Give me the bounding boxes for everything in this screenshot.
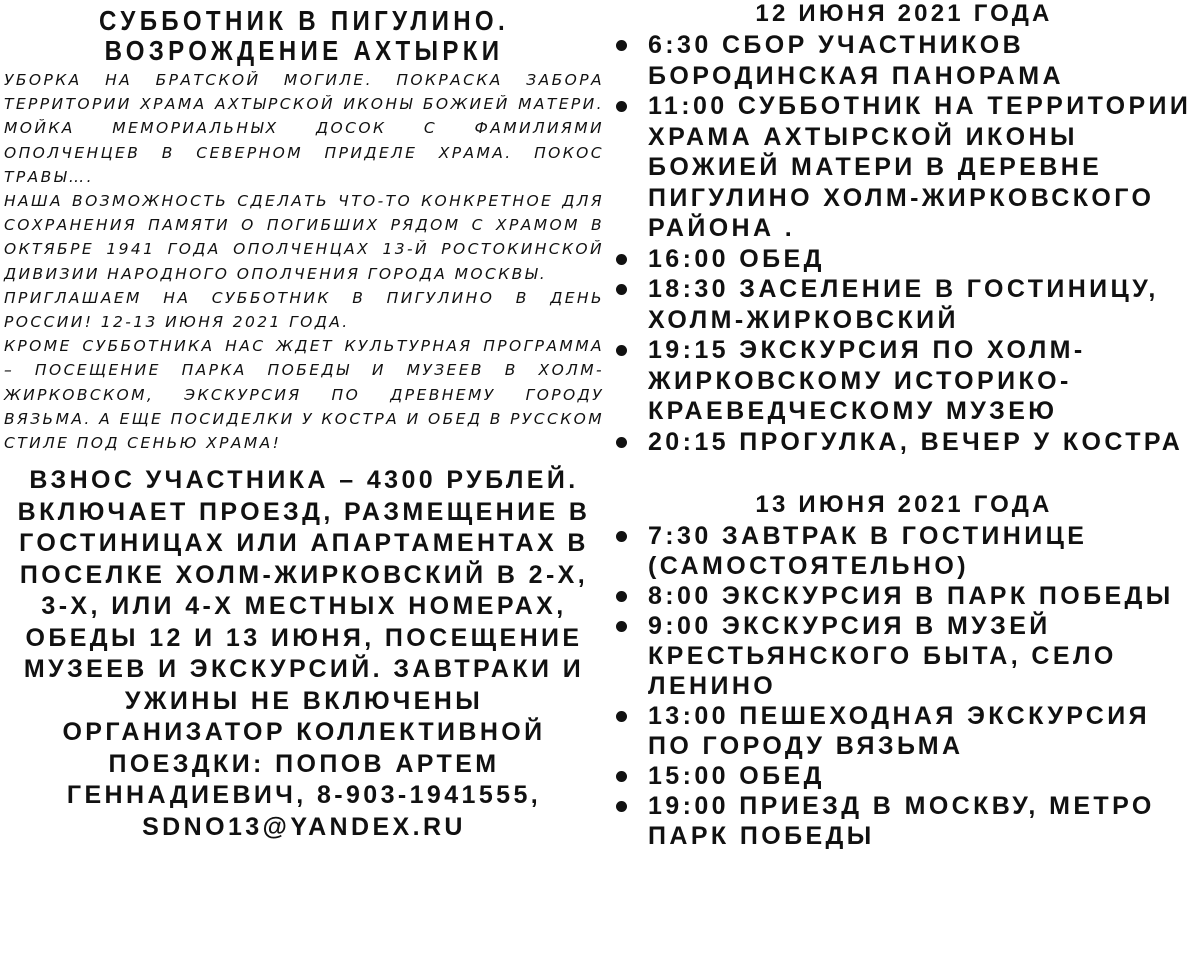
bullet-icon <box>616 801 627 812</box>
schedule-item <box>612 611 1196 701</box>
bullet-icon <box>616 621 627 632</box>
schedule-item-text: 7:30 ЗАВТРАК В ГОСТИНИЦЕ (САМОСТОЯТЕЛЬНО) <box>648 522 1088 580</box>
schedule-item-text: 20:15 ПРОГУЛКА, ВЕЧЕР У КОСТРА <box>648 427 1184 456</box>
left-column <box>4 0 604 843</box>
bullet-icon <box>616 591 627 602</box>
fee-block <box>4 465 604 843</box>
day2-schedule <box>612 521 1196 851</box>
bullet-icon <box>616 711 627 722</box>
schedule-column <box>612 0 1196 851</box>
schedule-item-text: 15:00 ОБЕД <box>648 762 825 790</box>
schedule-item-text: 8:00 ЭКСКУРСИЯ В ПАРК ПОБЕДЫ <box>648 582 1174 610</box>
schedule-item-text: 6:30 СБОР УЧАСТНИКОВ БОРОДИНСКАЯ ПАНОРАМА <box>648 31 1064 90</box>
bullet-icon <box>616 771 627 782</box>
bullet-icon <box>616 437 627 448</box>
schedule-item <box>612 274 1196 335</box>
schedule-item <box>612 244 1196 275</box>
organizer-text: ОРГАНИЗАТОР КОЛЛЕКТИВНОЙ ПОЕЗДКИ: ПОПОВ АРТЕМ ГЕННАДИЕВИЧ, 8-903-1941555, SDNO13@YANDEX.RU <box>62 718 546 841</box>
description <box>4 68 604 455</box>
day1-date: 12 ИЮНЯ 2021 ГОДА <box>755 0 1053 27</box>
description-paragraph: УБОРКА НА БРАТСКОЙ МОГИЛЕ. ПОКРАСКА ЗАБОРА ТЕРРИТОРИИ ХРАМА АХТЫРСКОЙ ИКОНЫ БОЖИЕЙ МАТЕРИ. МОЙКА МЕМОРИАЛЬНЫХ ДОСОК С ФАМИЛИЯМИ ОПОЛЧЕНЦЕВ В СЕВЕРНОМ ПРИДЕЛЕ ХРАМА. ПОКОС ТРАВЫ…. <box>4 71 604 186</box>
title-line: ВОЗРОЖДЕНИЕ АХТЫРКИ <box>104 35 504 66</box>
description-paragraph: ПРИГЛАШАЕМ НА СУББОТНИК В ПИГУЛИНО В ДЕНЬ РОССИИ! 12-13 ИЮНЯ 2021 ГОДА. <box>4 288 604 332</box>
schedule-item <box>612 701 1196 761</box>
bullet-icon <box>616 101 627 112</box>
description-paragraph: НАША ВОЗМОЖНОСТЬ СДЕЛАТЬ ЧТО-ТО КОНКРЕТНОЕ ДЛЯ СОХРАНЕНИЯ ПАМЯТИ О ПОГИБШИХ РЯДОМ С ХРАМОМ В ОКТЯБРЕ 1941 ГОДА ОПОЛЧЕНЦАХ 13-Й РОСТОКИНСКОЙ ДИВИЗИИ НАРОДНОГО ОПОЛЧЕНИЯ ГОРОДА МОСКВЫ. <box>4 192 604 283</box>
schedule-item <box>612 581 1196 611</box>
bullet-icon <box>616 284 627 295</box>
title-line: СУББОТНИК В ПИГУЛИНО. <box>99 5 509 36</box>
schedule-item <box>612 427 1196 458</box>
description-paragraph: КРОМЕ СУББОТНИКА НАС ЖДЕТ КУЛЬТУРНАЯ ПРОГРАММА – ПОСЕЩЕНИЕ ПАРКА ПОБЕДЫ И МУЗЕЕВ В ХОЛМ-ЖИРКОВСКОМ, ЭКСКУРСИЯ ПО ДРЕВНЕМУ ГОРОДУ ВЯЗЬМА. А ЕЩЕ ПОСИДЕЛКИ У КОСТРА И ОБЕД В РУССКОМ СТИЛЕ ПОД СЕНЬЮ ХРАМА! <box>4 337 604 453</box>
schedule-item-text: 19:00 ПРИЕЗД В МОСКВУ, МЕТРО ПАРК ПОБЕДЫ <box>648 792 1155 850</box>
schedule-item-text: 13:00 ПЕШЕХОДНАЯ ЭКСКУРСИЯ ПО ГОРОДУ ВЯЗЬМА <box>648 702 1150 760</box>
page-title <box>46 6 562 66</box>
schedule-item <box>612 521 1196 581</box>
schedule-item-text: 18:30 ЗАСЕЛЕНИЕ В ГОСТИНИЦУ, ХОЛМ-ЖИРКОВСКИЙ <box>648 275 1159 334</box>
schedule-item <box>612 791 1196 851</box>
schedule-item-text: 11:00 СУББОТНИК НА ТЕРРИТОРИИ ХРАМА АХТЫРСКОЙ ИКОНЫ БОЖИЕЙ МАТЕРИ В ДЕРЕВНЕ ПИГУЛИНО ХОЛМ-ЖИРКОВСКОГО РАЙОНА . <box>648 92 1192 242</box>
day2-date: 13 ИЮНЯ 2021 ГОДА <box>755 491 1053 518</box>
bullet-icon <box>616 345 627 356</box>
schedule-item-text: 9:00 ЭКСКУРСИЯ В МУЗЕЙ КРЕСТЬЯНСКОГО БЫТА, СЕЛО ЛЕНИНО <box>648 612 1117 700</box>
schedule-item-text: 16:00 ОБЕД <box>648 244 825 273</box>
bullet-icon <box>616 254 627 265</box>
schedule-item <box>612 335 1196 427</box>
bullet-icon <box>616 531 627 542</box>
schedule-item-text: 19:15 ЭКСКУРСИЯ ПО ХОЛМ-ЖИРКОВСКОМУ ИСТОРИКО-КРАЕВЕДЧЕСКОМУ МУЗЕЮ <box>648 336 1086 425</box>
day1-schedule <box>612 30 1196 457</box>
fee-text: ВЗНОС УЧАСТНИКА – 4300 РУБЛЕЙ. ВКЛЮЧАЕТ ПРОЕЗД, РАЗМЕЩЕНИЕ В ГОСТИНИЦАХ ИЛИ АПАРТАМЕНТАХ В ПОСЕЛКЕ ХОЛМ-ЖИРКОВСКИЙ В 2-Х, 3-Х, ИЛИ 4-Х МЕСТНЫХ НОМЕРАХ, ОБЕДЫ 12 И 13 ИЮНЯ, ПОСЕЩЕНИЕ МУЗЕЕВ И ЭКСКУРСИЙ. ЗАВТРАКИ И УЖИНЫ НЕ ВКЛЮЧЕНЫ <box>17 466 591 715</box>
schedule-item <box>612 761 1196 791</box>
bullet-icon <box>616 40 627 51</box>
schedule-item <box>612 30 1196 91</box>
schedule-item <box>612 91 1196 244</box>
